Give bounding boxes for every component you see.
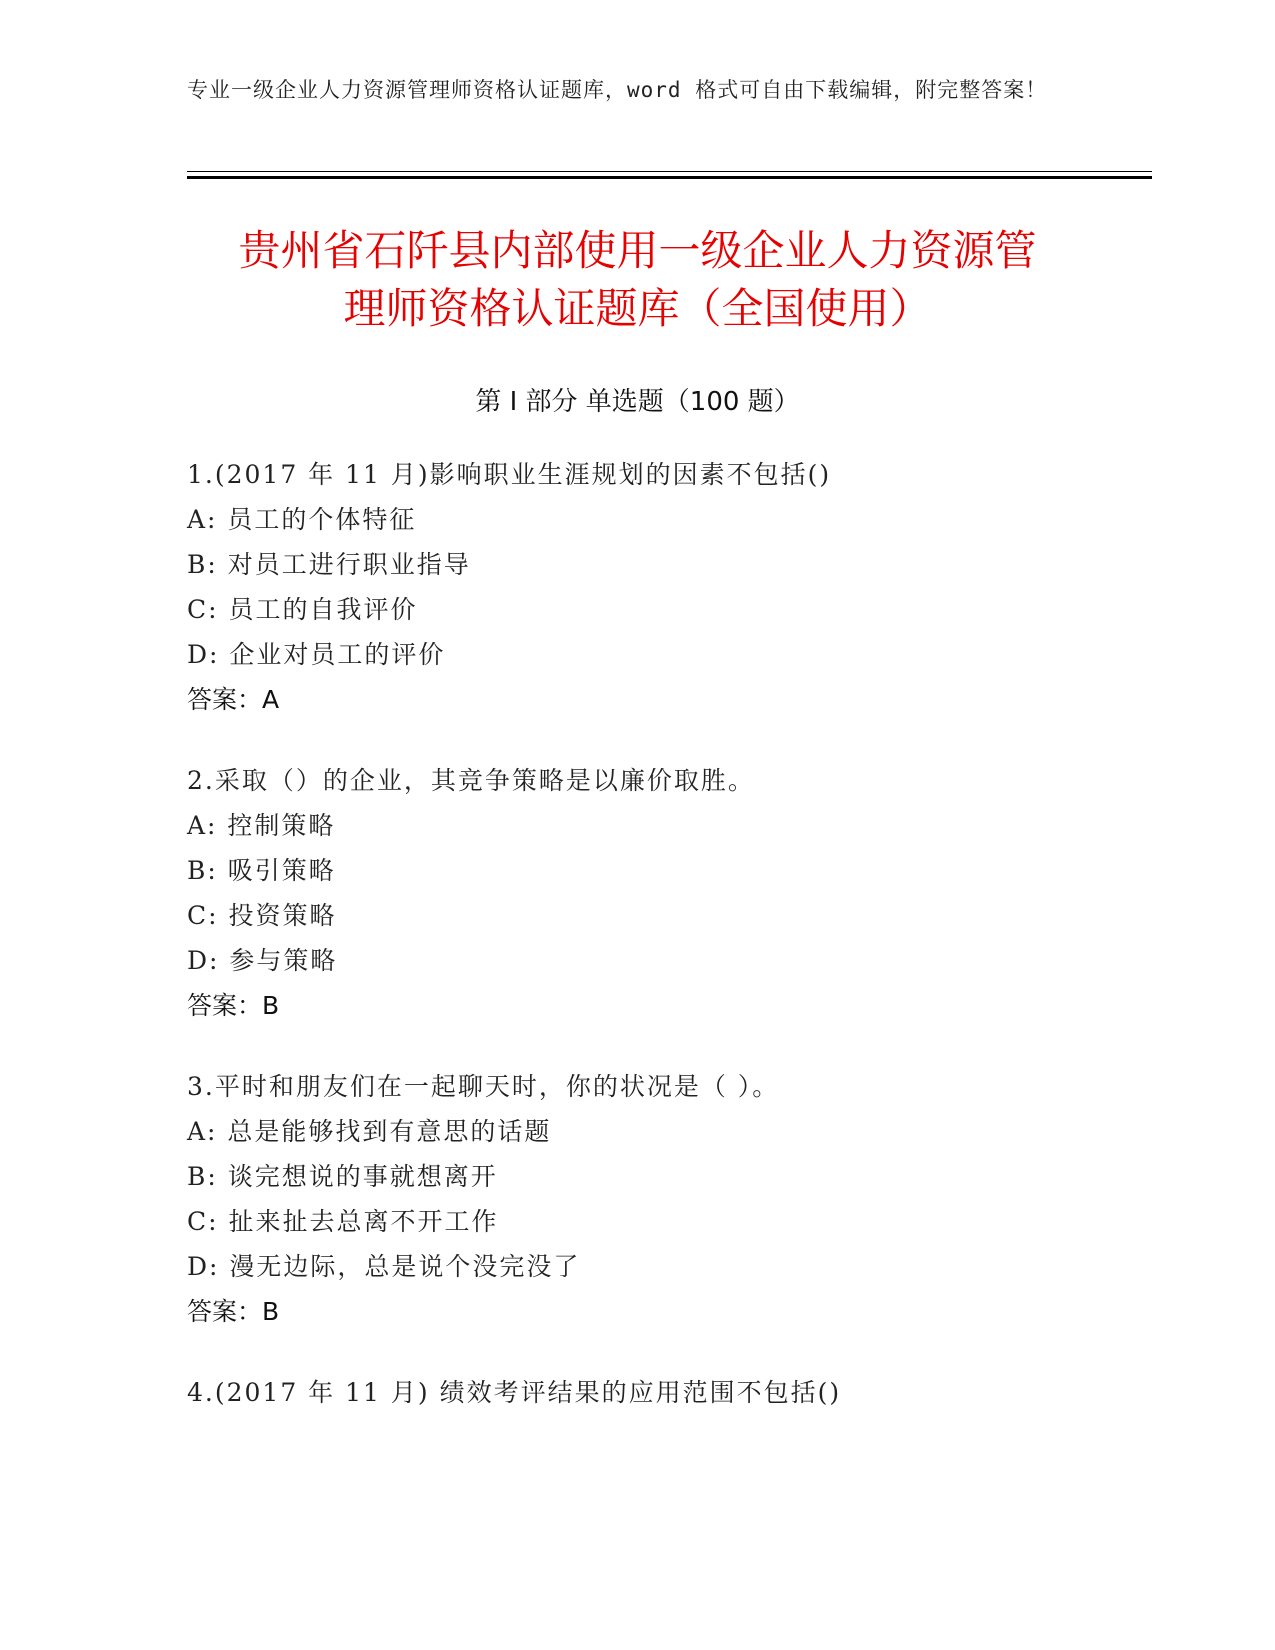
- option-a: A: 总是能够找到有意思的话题: [187, 1117, 552, 1146]
- section-heading: 第 I 部分 单选题（100 题）: [475, 387, 800, 417]
- answer: 答案：A: [187, 685, 280, 714]
- question-4: [187, 1370, 1147, 1415]
- question-stem: 4.(2017 年 11 月) 绩效考评结果的应用范围不包括(): [187, 1378, 842, 1407]
- option-c: C: 扯来扯去总离不开工作: [187, 1207, 499, 1236]
- option-d: D: 漫无边际，总是说个没完没了: [187, 1252, 581, 1281]
- option-a: A: 控制策略: [187, 811, 336, 840]
- answer: 答案：B: [187, 991, 280, 1020]
- option-b: B: 谈完想说的事就想离开: [187, 1162, 498, 1191]
- option-a: A: 员工的个体特征: [187, 505, 417, 534]
- option-b: B: 对员工进行职业指导: [187, 550, 471, 579]
- question-stem: 3.平时和朋友们在一起聊天时，你的状况是（ ）。: [187, 1072, 780, 1101]
- question-stem: 2.采取（）的企业，其竞争策略是以廉价取胜。: [187, 766, 755, 795]
- option-b: B: 吸引策略: [187, 856, 336, 885]
- header-divider-thin: [187, 171, 1152, 172]
- document-title: [160, 222, 1115, 338]
- header-divider-thick: [187, 176, 1152, 179]
- option-d: D: 企业对员工的评价: [187, 640, 446, 669]
- option-d: D: 参与策略: [187, 946, 338, 975]
- question-stem: 1.(2017 年 11 月)影响职业生涯规划的因素不包括(): [187, 460, 832, 489]
- header-note: 专业一级企业人力资源管理师资格认证题库，word 格式可自由下载编辑，附完整答案！: [187, 78, 1048, 102]
- answer: 答案：B: [187, 1297, 280, 1326]
- question-1: [187, 452, 1147, 722]
- title-line-1: 贵州省石阡县内部使用一级企业人力资源管: [238, 226, 1037, 275]
- question-2: [187, 758, 1147, 1028]
- question-3: [187, 1064, 1147, 1334]
- option-c: C: 员工的自我评价: [187, 595, 418, 624]
- title-line-2: 理师资格认证题库（全国使用）: [343, 284, 932, 333]
- option-c: C: 投资策略: [187, 901, 337, 930]
